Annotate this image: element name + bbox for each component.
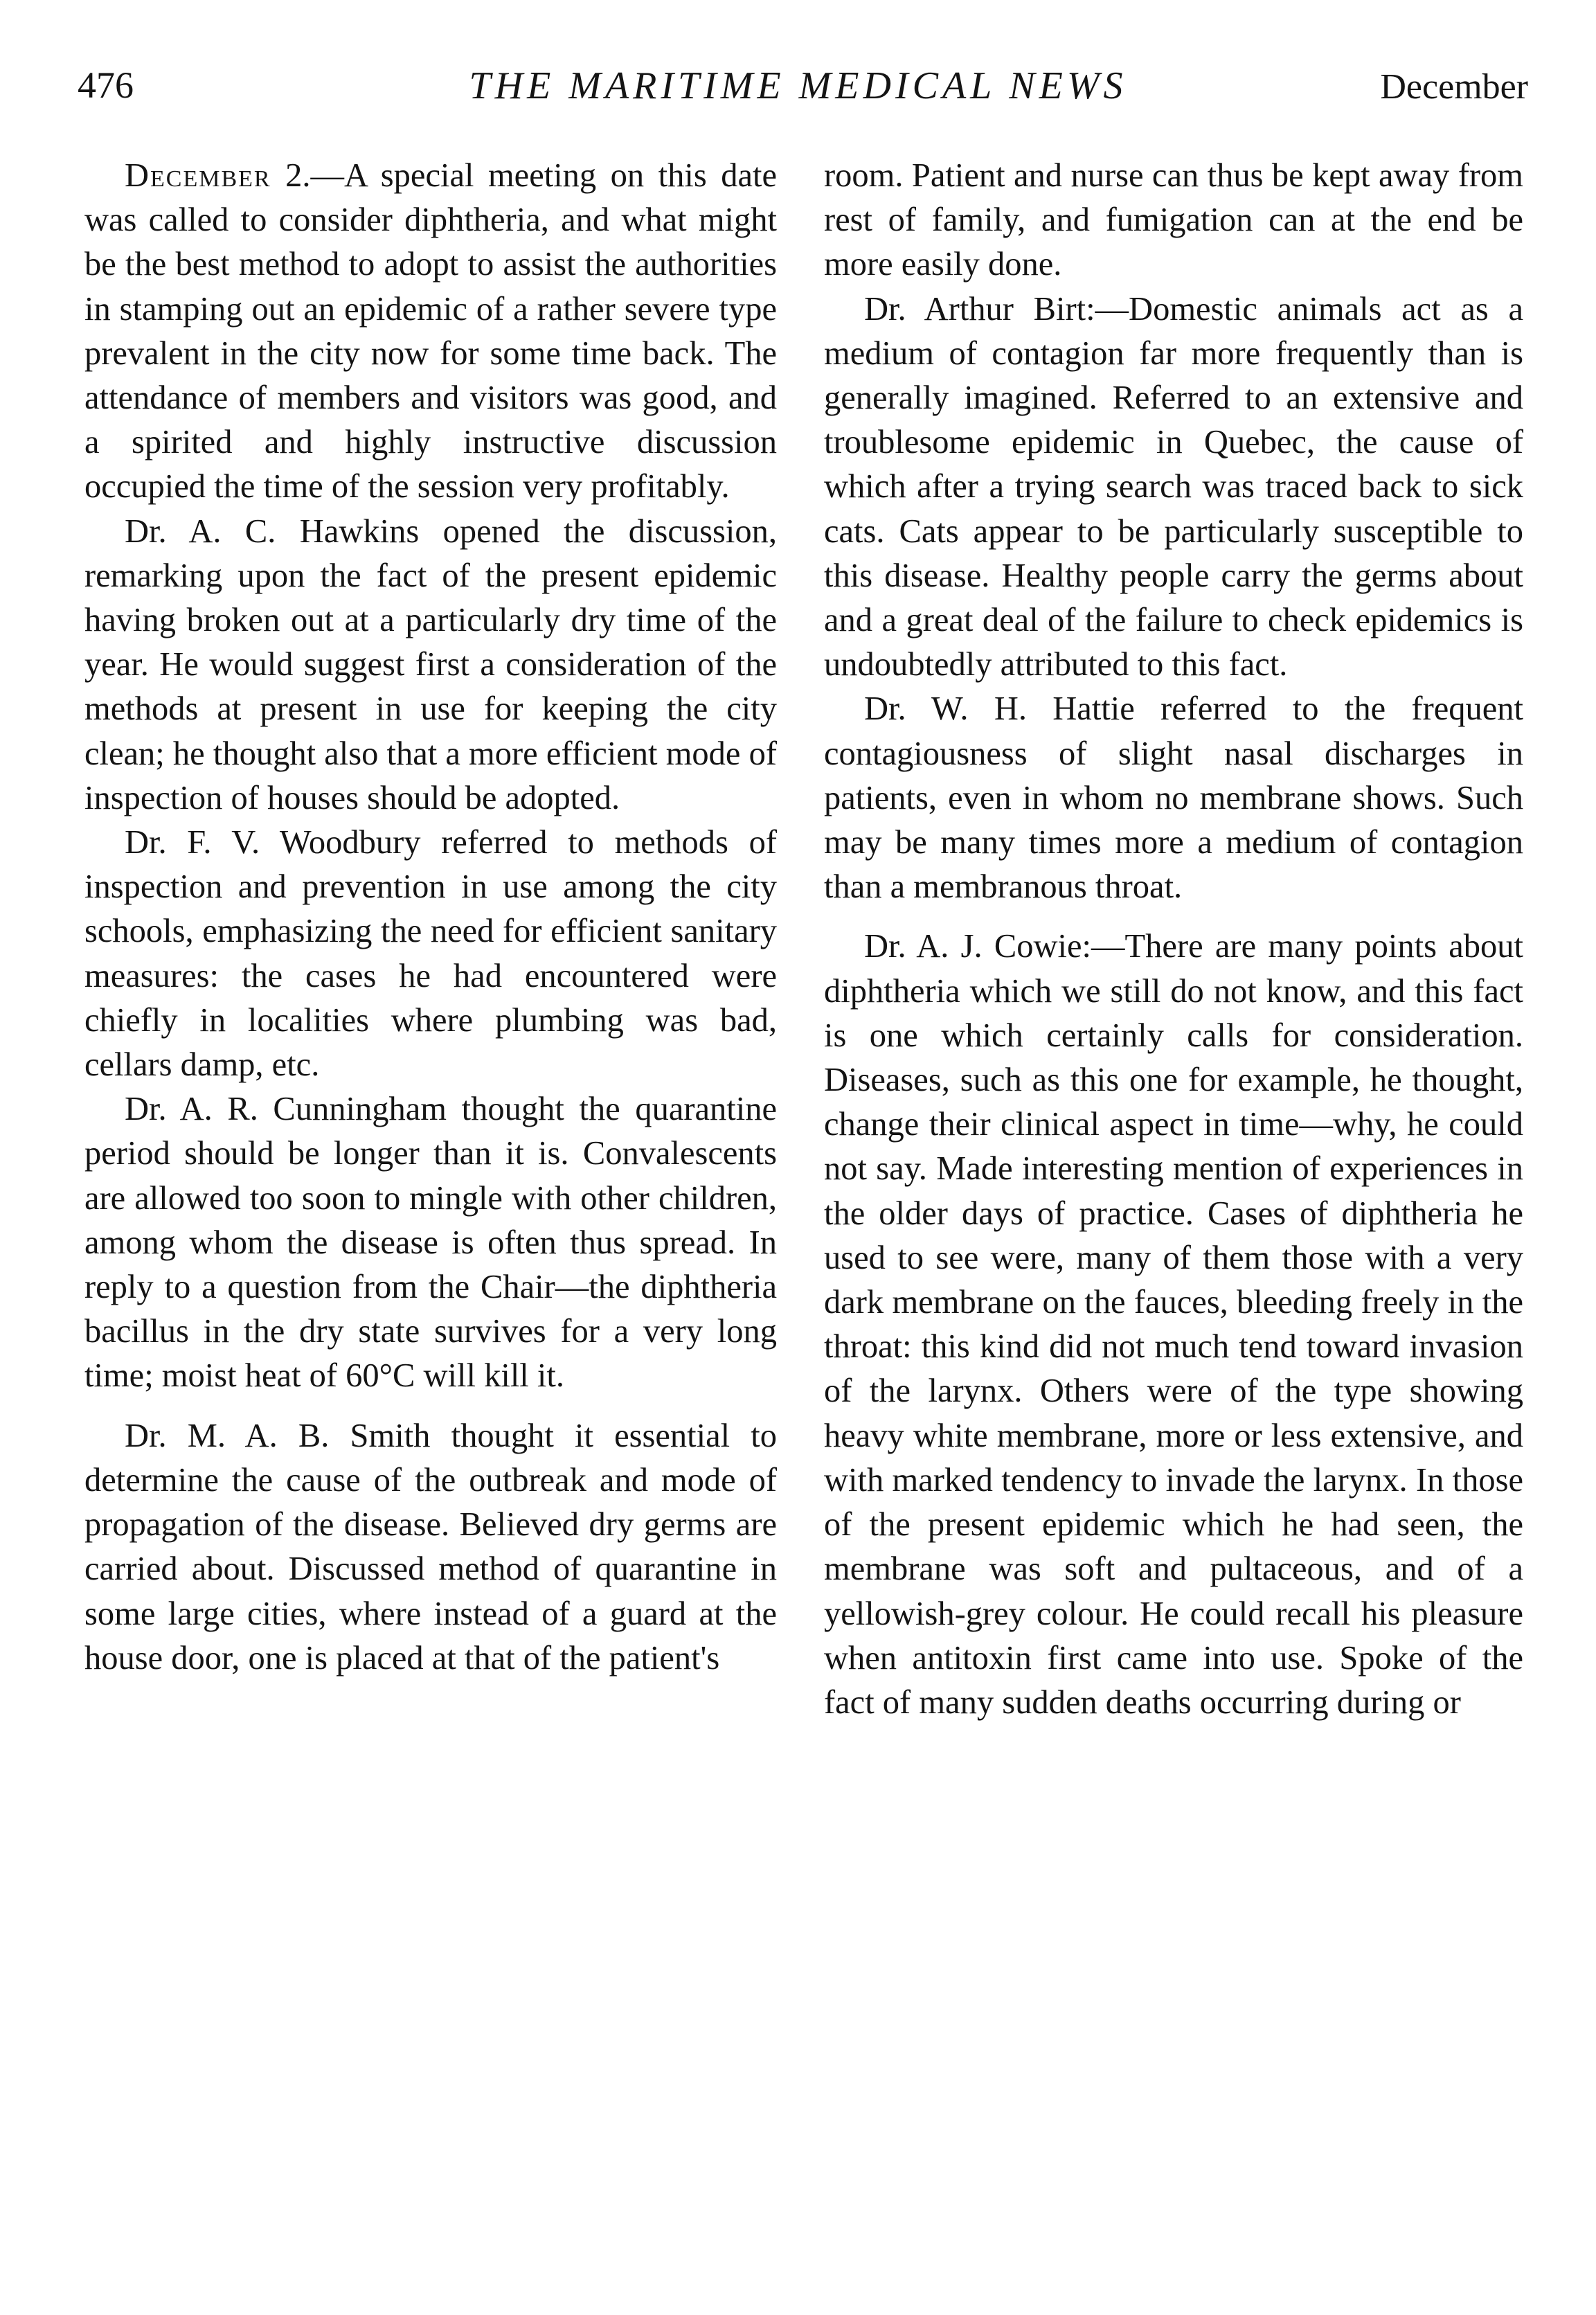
header-month: December bbox=[1380, 67, 1528, 107]
left-column bbox=[84, 154, 777, 1681]
paragraph-continued: room. Patient and nurse can thus be kept away from rest of family, and fumigation can at the end be more easily done. bbox=[824, 157, 1523, 283]
paragraph-hawkins: Dr. A. C. Hawkins opened the discussion, remarking upon the fact of the present epidemic having broken out at a particularly dry time of the year. He would suggest first a consideration of the methods at present in use for keeping the city clean; he thought also that a more efficient mode of inspection of houses should be adopted. bbox=[84, 512, 777, 816]
journal-title: THE MARITIME MEDICAL NEWS bbox=[469, 64, 1127, 107]
paragraph-birt: Dr. Arthur Birt:—Domestic animals act as a medium of contagion far more frequently than is generally imagined. Referred to an extensive and troublesome epidemic in Quebec, the cause of which after a trying search was traced back to sick cats. Cats appear to be particularly susceptible to this disease. Healthy people carry the germs about and a great deal of the failure to check epidemics is undoubtedly attributed to this fact. bbox=[824, 290, 1523, 683]
running-header bbox=[0, 64, 1596, 126]
paragraph-hattie: Dr. W. H. Hattie referred to the frequent contagiousness of slight nasal discharges in patients, even in whom no membrane shows. Such may be many times more a medium of contagion than a membranous throat. bbox=[824, 690, 1523, 906]
page-number: 476 bbox=[78, 64, 134, 106]
date-lead: December bbox=[125, 157, 271, 194]
paragraph-cowie: Dr. A. J. Cowie:—There are many points about diphtheria which we still do not know, and this fact is one which certainly calls for consideration. Diseases, such as this one for example, he thought, change their clinical aspect in time—why, he could not say. Made interesting mention of experiences in the older days of practice. Cases of diphtheria he used to see were, many of them those with a very dark membrane on the fauces, bleeding freely in the throat: this kind did not much tend toward invasion of the larynx. Others were of the type showing heavy white membrane, more or less extensive, and with marked tendency to invade the larynx. In those of the present epidemic which he had seen, the membrane was soft and pultaceous, and of a yellowish-grey colour. He could recall his pleasure when antitoxin first came into use. Spoke of the fact of many sudden deaths occurring during or bbox=[824, 928, 1523, 1721]
paragraph-woodbury: Dr. F. V. Woodbury referred to methods of inspection and prevention in use among the city schools, emphasizing the need for efficient sanitary measures: the cases he had encountered were chiefly in localities where plumbing was bad, cellars damp, etc. bbox=[84, 824, 777, 1084]
paragraph-smith: Dr. M. A. B. Smith thought it essential to determine the cause of the outbreak and mode of propagation of the disease. Believed dry germs are carried about. Discussed method of quarantine in some large cities, where instead of a guard at the house door, one is placed at that of the patient's bbox=[84, 1417, 777, 1677]
meeting-intro-text: 2.—A special meeting on this date was called to consider diphtheria, and what might be the best method to adopt to assist the authorities in stamping out an epidemic of a rather severe type prevalent in the city now for some time back. The attendance of members and visitors was good, and a spirited and highly instructive discussion occupied the time of the session very profitably. bbox=[84, 157, 777, 506]
paragraph-cunningham: Dr. A. R. Cunningham thought the quarantine period should be longer than it is. Convalescents are allowed too soon to mingle with other children, among whom the disease is often thus spread. In reply to a question from the Chair—the diphtheria bacillus in the dry state survives for a very long time; moist heat of 60°C will kill it. bbox=[84, 1091, 777, 1395]
right-column bbox=[824, 154, 1523, 1725]
paragraph-meeting-intro bbox=[84, 154, 777, 510]
